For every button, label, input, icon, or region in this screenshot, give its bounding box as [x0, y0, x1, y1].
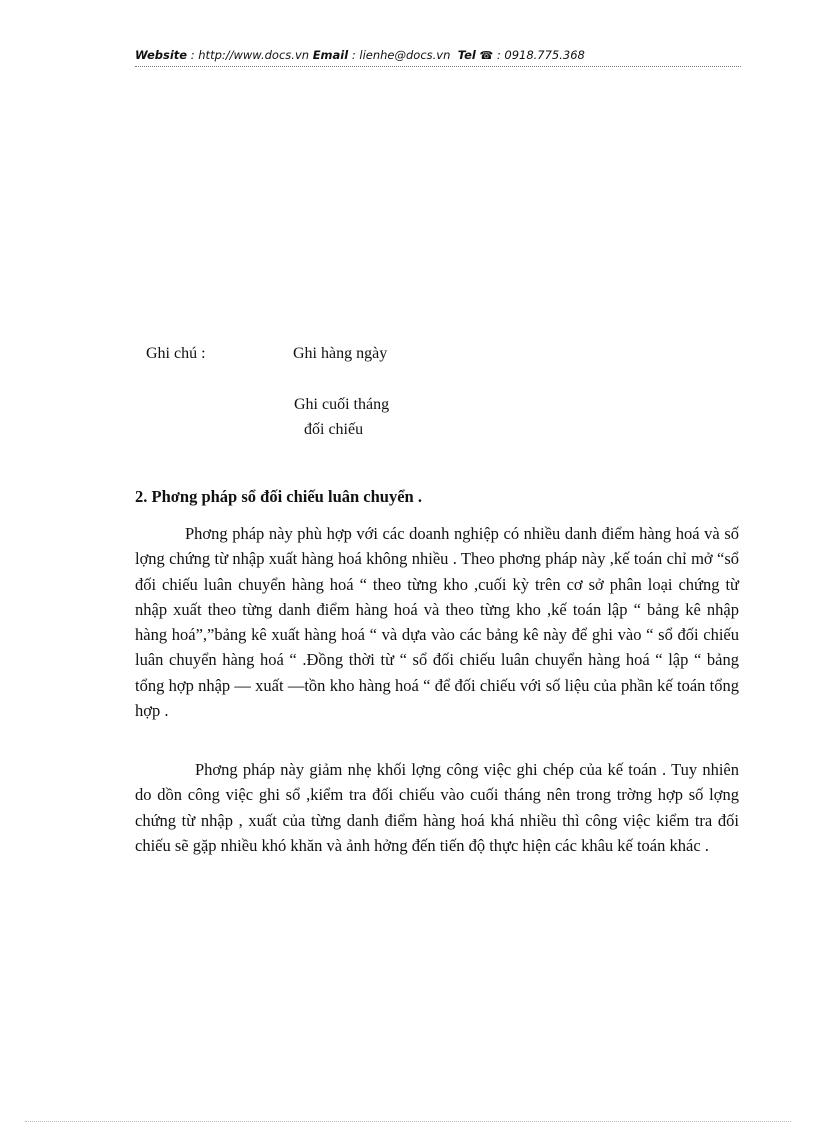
email-label: Email — [312, 48, 349, 62]
page-header: Website : http://www.docs.vn Email : lienhe@docs.vn Tel ☎ : 0918.775.368 — [135, 48, 585, 62]
tel-label: Tel — [457, 48, 476, 62]
header-divider — [135, 66, 741, 67]
tel-number: : 0918.775.368 — [493, 48, 585, 62]
website-link[interactable]: http://www.docs.vn — [198, 48, 310, 62]
phone-icon: ☎ — [479, 49, 494, 62]
website-label: Website — [135, 48, 188, 62]
legend-item-daily: Ghi hàng ngày — [293, 345, 388, 362]
legend-item-reconcile: đối chiếu — [304, 421, 364, 438]
legend-item-monthly: Ghi cuối tháng — [294, 396, 390, 413]
body-paragraph-2: Phơng pháp này giảm nhẹ khối lợng công việc ghi chép của kế toán . Tuy nhiên do dồn công việc ghi sổ ,kiểm tra đối chiếu vào cuối tháng nên trong trờng hợp số lợng chứng từ nhập , xuất của từng danh điểm hàng hoá khá nhiều thì công việc kiểm tra đối chiếu sẽ gặp nhiều khó khăn và ảnh hởng đến tiến độ thực hiện các khâu kế toán khác . — [135, 760, 739, 855]
body-paragraph-1: Phơng pháp này phù hợp với các doanh nghiệp có nhiều danh điểm hàng hoá và số lợng chứng từ nhập xuất hàng hoá không nhiều . Theo phơng pháp này ,kế toán chỉ mở “sổ đối chiếu luân chuyển hàng hoá “ theo từng kho ,cuối kỳ trên cơ sở phân loại chứng từ nhập xuất theo từng danh điểm hàng hoá và theo từng kho ,kế toán lập “ bảng kê nhập hàng hoá”,”bảng kê xuất hàng hoá “ và dựa vào các bảng kê này để ghi vào “ sổ đối chiếu luân chuyển hàng hoá “ .Đồng thời từ “ sổ đối chiếu luân chuyển hàng hoá “ lập “ bảng tổng hợp nhập — xuất —tồn kho hàng hoá “ để đối chiếu với số liệu của phần kế toán tổng hợp . — [135, 524, 739, 721]
footer-divider — [25, 1121, 791, 1122]
section-heading: 2. Phơng pháp sổ đối chiếu luân chuyển . — [135, 487, 422, 506]
legend-label: Ghi chú : — [146, 345, 206, 362]
email-link[interactable]: lienhe@docs.vn — [359, 48, 451, 62]
